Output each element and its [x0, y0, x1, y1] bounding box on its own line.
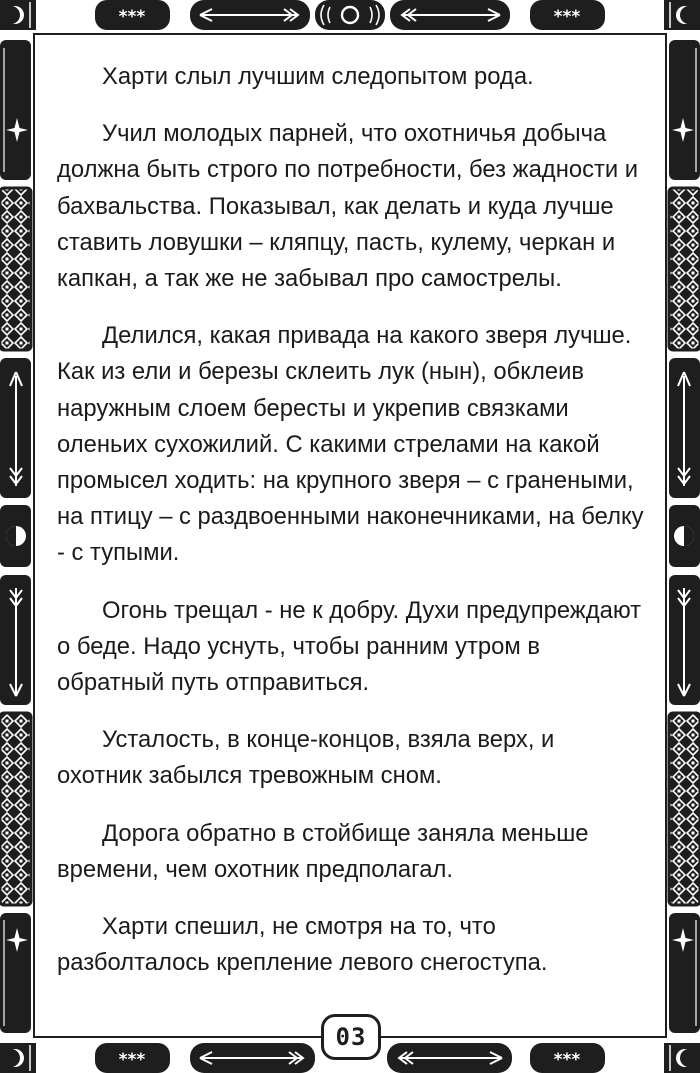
svg-text:***: *** — [553, 7, 581, 27]
circle-icon — [315, 0, 385, 30]
page-number: 03 — [321, 1014, 381, 1060]
svg-text:***: *** — [118, 1050, 146, 1070]
top-border — [0, 0, 700, 30]
paragraph: Делился, какая привада на какого зверя лучше. Как из ели и березы склеить лук (нын), обклеив наружным слоем бересты и укрепив связками оленьих сухожилий. С какими стрелами на какой промысел ходить: на крупного зверя – с гранеными, на птицу – с раздвоенными наконечниками, на белку - с тупыми. — [57, 322, 644, 567]
stars-icon — [95, 0, 170, 30]
crescent-icon — [0, 0, 36, 30]
stars-icon — [530, 0, 605, 30]
arrow-icon — [387, 1043, 512, 1073]
arrow-icon — [0, 358, 31, 498]
stars-icon — [530, 1043, 605, 1073]
half-moon-icon — [669, 505, 700, 567]
arrow-icon — [0, 575, 31, 705]
stars-icon — [95, 1043, 170, 1073]
paragraph: Огонь трещал - не к добру. Духи предупреждают о беде. Надо уснуть, чтобы ранним утром в обратный путь отправиться. — [57, 596, 642, 697]
sparkle-icon — [0, 40, 31, 180]
crescent-icon — [664, 1043, 700, 1073]
crescent-icon — [664, 0, 700, 30]
geometric-pattern — [0, 188, 31, 350]
paragraph: Харти слыл лучшим следопытом рода. — [102, 63, 534, 90]
arrow-icon — [190, 0, 310, 30]
left-border — [0, 40, 31, 1033]
text-panel — [33, 33, 667, 1038]
paragraph: Учил молодых парней, что охотничья добыча должна быть строго по потребности, без жадности и бахвальства. Показывал, как делать и куда лучше ставить ловушки – кляпцу, пасть, кулему, черкан и капкан, а так же не забывал про самострелы. — [57, 120, 639, 293]
arrow-icon — [190, 1043, 315, 1073]
svg-text:***: *** — [553, 1050, 581, 1070]
half-moon-icon — [0, 505, 31, 567]
sparkle-icon — [669, 40, 700, 180]
geometric-pattern — [669, 188, 700, 350]
sparkle-icon — [0, 913, 31, 1033]
paragraph: Усталость, в конце-концов, взяла верх, и охотник забылся тревожным сном. — [57, 726, 555, 790]
geometric-pattern — [669, 713, 700, 905]
arrow-icon — [669, 575, 700, 705]
svg-text:***: *** — [118, 7, 146, 27]
geometric-pattern — [0, 713, 31, 905]
paragraph: Харти спешил, не смотря на то, что разболталось крепление левого снегоступа. — [57, 913, 548, 977]
paragraph: Дорога обратно в стойбище заняла меньше времени, чем охотник предполагал. — [57, 819, 589, 883]
crescent-icon — [0, 1043, 36, 1073]
sparkle-icon — [669, 913, 700, 1033]
right-border — [669, 40, 700, 1033]
arrow-icon — [669, 358, 700, 498]
arrow-icon — [390, 0, 510, 30]
